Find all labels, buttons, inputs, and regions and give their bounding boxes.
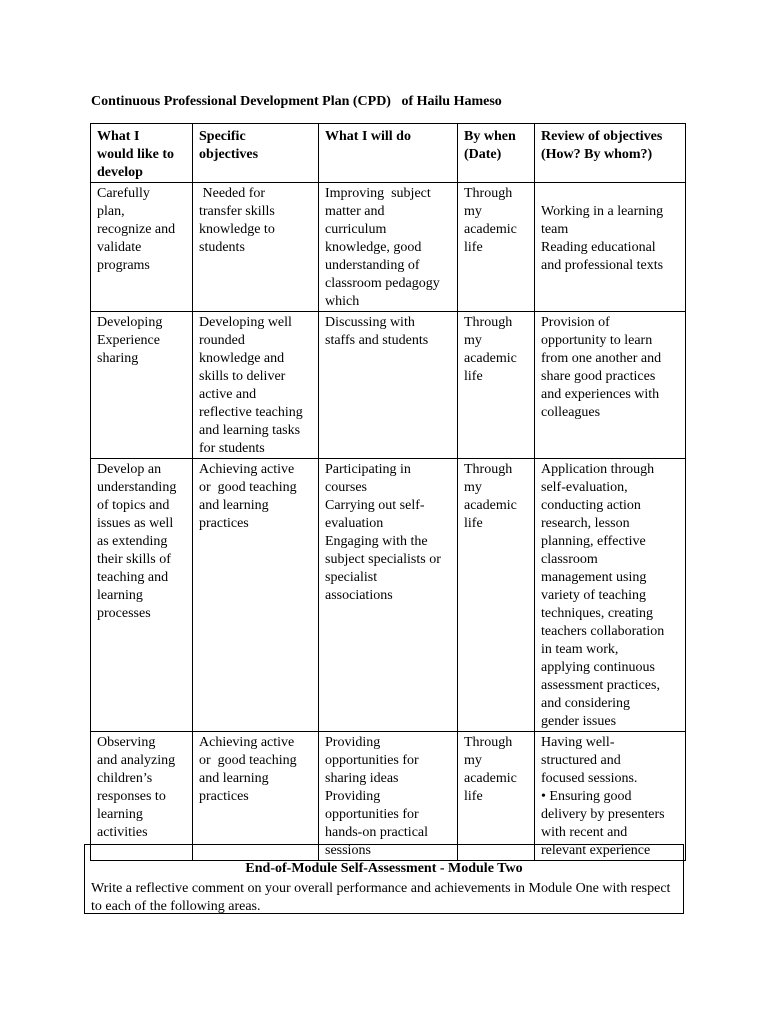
cell-text-line: Discussing with <box>325 315 415 330</box>
cell-text-line: reflective teaching <box>199 405 303 420</box>
cell-text-line: (Date) <box>464 147 502 162</box>
cell-text-line: of topics and <box>97 498 170 513</box>
cell-text-line: Through <box>464 462 513 477</box>
cell-text-line: focused sessions. <box>541 771 638 786</box>
cell-text-line: opportunities for <box>325 807 419 822</box>
header-review-of-objectives <box>535 124 686 183</box>
cell-text-line: structured and <box>541 753 621 768</box>
cell-text-line: conducting action <box>541 498 641 513</box>
cell-text-line: active and <box>199 387 257 402</box>
cell-text-line: Carefully <box>97 186 150 201</box>
cell-text-line: academic <box>464 222 517 237</box>
cell-text-line: practices <box>199 789 249 804</box>
blank-line <box>541 185 681 203</box>
cell-what-i-will-do <box>319 459 458 732</box>
table-header-row <box>91 124 686 183</box>
cell-what-to-develop <box>91 312 193 459</box>
cell-text-line: or good teaching <box>199 753 297 768</box>
cell-review <box>535 312 686 459</box>
cell-text-line: Providing <box>325 735 381 750</box>
cell-text-line: colleagues <box>541 405 601 420</box>
cell-text-line: Achieving active <box>199 735 295 750</box>
cell-text-line: skills to deliver <box>199 369 286 384</box>
header-specific-objectives <box>193 124 319 183</box>
cell-text-line: Carrying out self- <box>325 498 425 513</box>
cell-text-line: classroom <box>541 552 598 567</box>
cell-text-line: knowledge to <box>199 222 275 237</box>
cell-by-when <box>458 312 535 459</box>
cell-text-line: evaluation <box>325 516 384 531</box>
cell-text-line: validate <box>97 240 142 255</box>
cell-text-line: opportunities for <box>325 753 419 768</box>
cell-text-line: management using <box>541 570 647 585</box>
cell-text-line: research, lesson <box>541 516 630 531</box>
self-assessment-title: End-of-Module Self-Assessment - Module Two <box>245 861 523 876</box>
cell-review <box>535 183 686 312</box>
cell-text-line: sharing <box>97 351 139 366</box>
cell-text-line: share good practices <box>541 369 656 384</box>
cell-specific-objectives <box>193 459 319 732</box>
cell-text-line: academic <box>464 498 517 513</box>
cell-text-line: techniques, creating <box>541 606 653 621</box>
cell-text-line: would like to <box>97 147 175 162</box>
cell-text-line: students <box>199 240 245 255</box>
cell-text-line: learning <box>97 588 143 603</box>
cell-text-line: and experiences with <box>541 387 660 402</box>
cell-text-line: academic <box>464 351 517 366</box>
cell-text-line: knowledge and <box>199 351 285 366</box>
cell-text-line: teaching and <box>97 570 169 585</box>
cell-text-line: my <box>464 333 482 348</box>
cell-text-line: Through <box>464 315 513 330</box>
cell-text-line: Specific <box>199 129 246 144</box>
cell-text-line: plan, <box>97 204 125 219</box>
cell-text-line: Having well- <box>541 735 615 750</box>
cell-text-line: Observing <box>97 735 156 750</box>
cell-text-line: variety of teaching <box>541 588 646 603</box>
cell-text-line: courses <box>325 480 367 495</box>
cell-text-line: life <box>464 369 483 384</box>
cell-text-line: recognize and <box>97 222 176 237</box>
cell-text-line: Providing <box>325 789 381 804</box>
cell-text-line: subject specialists or <box>325 552 441 567</box>
cell-text-line: classroom pedagogy <box>325 276 440 291</box>
cell-text-line: practices <box>199 516 249 531</box>
table-row <box>91 183 686 312</box>
cell-what-i-will-do <box>319 312 458 459</box>
cell-text-line: Developing well <box>199 315 292 330</box>
cell-text-line: Achieving active <box>199 462 295 477</box>
cell-text-line: Developing <box>97 315 163 330</box>
cell-specific-objectives <box>193 312 319 459</box>
cell-text-line: planning, effective <box>541 534 646 549</box>
self-assessment-instructions: Write a reflective comment on your overall performance and achievements in Module One with respect to each of the following areas. <box>91 881 671 914</box>
cell-text-line: sharing ideas <box>325 771 399 786</box>
cell-text-line: Through <box>464 186 513 201</box>
cell-what-i-will-do <box>319 183 458 312</box>
cell-text-line: teachers collaboration <box>541 624 665 639</box>
cell-text-line: processes <box>97 606 151 621</box>
cell-text-line: assessment practices, <box>541 678 660 693</box>
cell-text-line: programs <box>97 258 150 273</box>
cell-text-line: applying continuous <box>541 660 655 675</box>
cell-review <box>535 732 686 861</box>
cell-text-line: and learning <box>199 498 269 513</box>
cell-text-line: from one another and <box>541 351 662 366</box>
cell-text-line: activities <box>97 825 148 840</box>
cell-text-line: curriculum <box>325 222 387 237</box>
header-what-i-will-do <box>319 124 458 183</box>
cell-text-line: Review of objectives <box>541 129 663 144</box>
cell-text-line: transfer skills <box>199 204 275 219</box>
table-row <box>91 732 686 861</box>
cell-text-line: associations <box>325 588 393 603</box>
cell-text-line: children’s <box>97 771 153 786</box>
cell-text-line: team <box>541 222 569 237</box>
cpd-plan-table <box>90 123 686 861</box>
cell-text-line: What I <box>97 129 140 144</box>
cell-text-line: life <box>464 240 483 255</box>
cell-text-line: relevant experience <box>541 843 651 858</box>
cell-text-line: Reading educational <box>541 240 656 255</box>
cell-text-line: and analyzing <box>97 753 176 768</box>
cell-text-line: understanding of <box>325 258 420 273</box>
cell-text-line: their skills of <box>97 552 171 567</box>
cell-text-line: my <box>464 753 482 768</box>
cell-what-i-will-do <box>319 732 458 861</box>
document-title: Continuous Professional Development Plan (CPD) of Hailu Hameso <box>91 94 502 109</box>
cell-what-to-develop <box>91 732 193 861</box>
self-assessment-box <box>84 844 684 914</box>
cell-text-line: self-evaluation, <box>541 480 628 495</box>
cell-text-line: sessions <box>325 843 371 858</box>
cell-text-line: my <box>464 480 482 495</box>
cell-text-line: staffs and students <box>325 333 429 348</box>
cell-text-line: in team work, <box>541 642 619 657</box>
cell-text-line: Develop an <box>97 462 162 477</box>
cell-text-line: By when <box>464 129 516 144</box>
cell-text-line: rounded <box>199 333 245 348</box>
cell-text-line: delivery by presenters <box>541 807 665 822</box>
cell-specific-objectives <box>193 183 319 312</box>
cell-by-when <box>458 732 535 861</box>
cell-text-line: • Ensuring good <box>541 789 632 804</box>
cell-text-line: and learning tasks <box>199 423 301 438</box>
cell-what-to-develop <box>91 459 193 732</box>
cell-text-line: develop <box>97 165 143 180</box>
cell-text-line: Participating in <box>325 462 411 477</box>
cell-text-line: objectives <box>199 147 259 162</box>
cell-text-line: issues as well <box>97 516 174 531</box>
cell-text-line: Needed for <box>199 186 266 201</box>
cell-text-line: Experience <box>97 333 160 348</box>
cell-text-line: with recent and <box>541 825 628 840</box>
cell-text-line: as extending <box>97 534 168 549</box>
cell-specific-objectives <box>193 732 319 861</box>
cell-text-line: gender issues <box>541 714 617 729</box>
cell-text-line: opportunity to learn <box>541 333 653 348</box>
cell-review <box>535 459 686 732</box>
cell-text-line: What I will do <box>325 129 411 144</box>
cell-text-line: Engaging with the <box>325 534 428 549</box>
cell-by-when <box>458 183 535 312</box>
cell-text-line: matter and <box>325 204 385 219</box>
cell-text-line: (How? By whom?) <box>541 147 653 162</box>
cell-text-line: and professional texts <box>541 258 664 273</box>
cell-text-line: specialist <box>325 570 378 585</box>
cell-text-line: life <box>464 516 483 531</box>
cell-text-line: knowledge, good <box>325 240 422 255</box>
header-by-when <box>458 124 535 183</box>
cell-text-line: responses to <box>97 789 166 804</box>
cell-text-line: and considering <box>541 696 631 711</box>
cell-text-line: life <box>464 789 483 804</box>
cell-text-line: Working in a learning <box>541 204 664 219</box>
cell-text-line: Application through <box>541 462 655 477</box>
cell-text-line: learning <box>97 807 143 822</box>
cell-text-line: for students <box>199 441 265 456</box>
table-row <box>91 312 686 459</box>
cell-text-line: Through <box>464 735 513 750</box>
cell-text-line: or good teaching <box>199 480 297 495</box>
cell-text-line: and learning <box>199 771 269 786</box>
cell-text-line: which <box>325 294 360 309</box>
cell-what-to-develop <box>91 183 193 312</box>
cell-text-line: academic <box>464 771 517 786</box>
cell-text-line: Provision of <box>541 315 610 330</box>
table-row <box>91 459 686 732</box>
cell-text-line: Improving subject <box>325 186 431 201</box>
cell-text-line: hands-on practical <box>325 825 429 840</box>
header-what-to-develop <box>91 124 193 183</box>
cell-text-line: understanding <box>97 480 177 495</box>
cell-by-when <box>458 459 535 732</box>
cell-text-line: my <box>464 204 482 219</box>
